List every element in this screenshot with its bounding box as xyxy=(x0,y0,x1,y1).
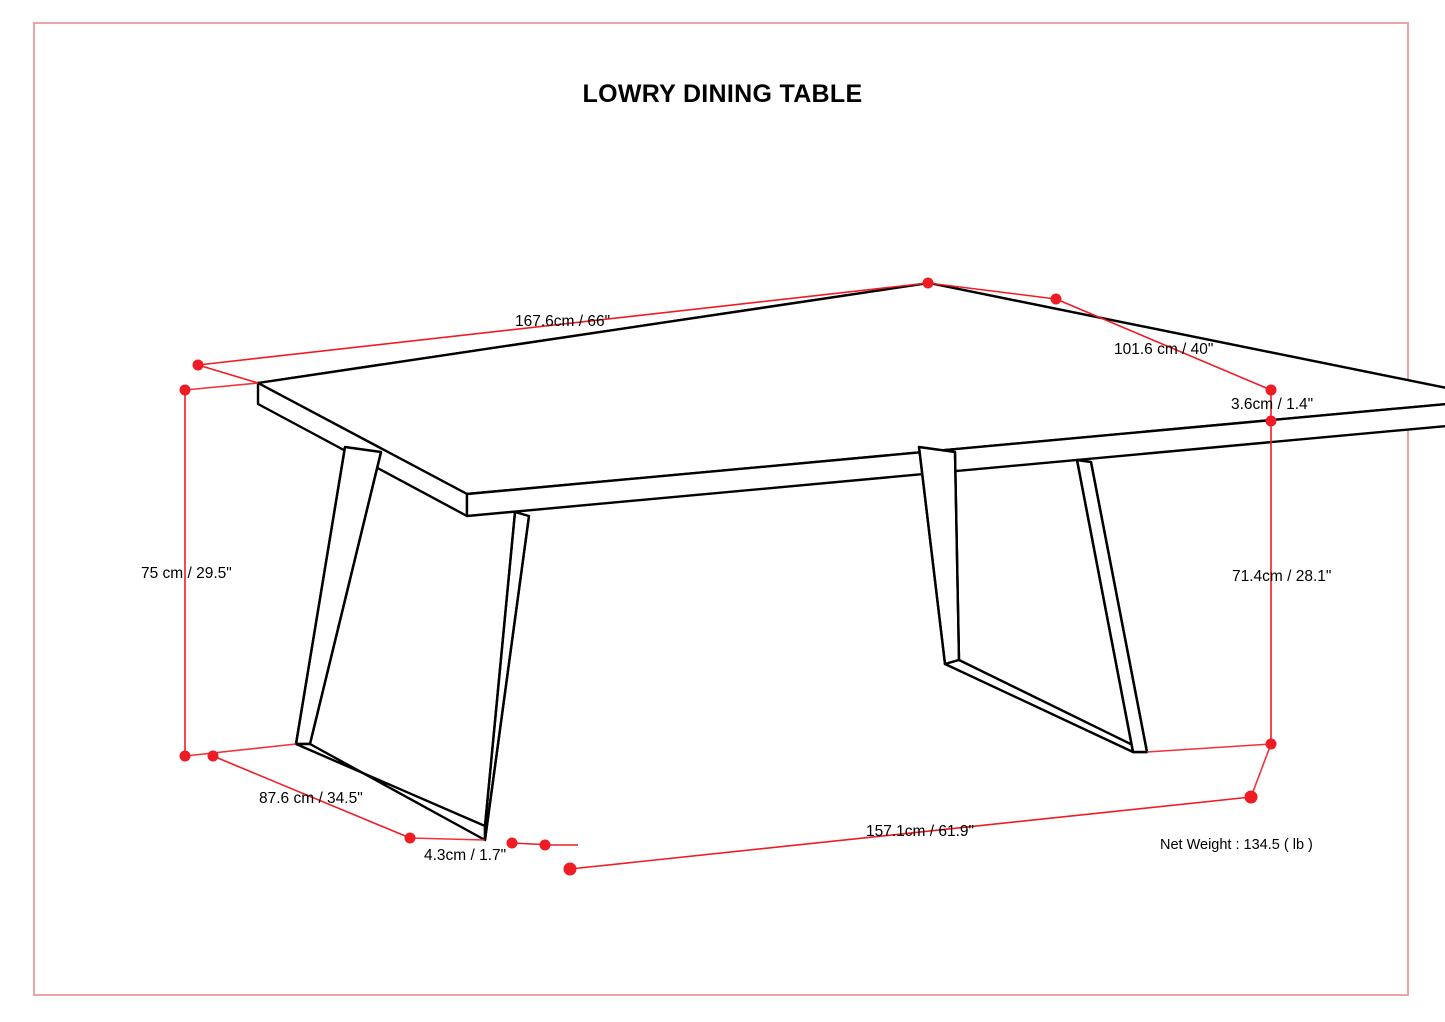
dot-base-depth-left xyxy=(208,751,219,762)
dim-base-depth-ext xyxy=(410,838,485,840)
dim-label-leg-height: 71.4cm / 28.1" xyxy=(1232,568,1332,585)
dim-base-width-ext xyxy=(1251,744,1271,797)
dot-leg-thickness-left xyxy=(507,838,518,849)
dot-thickness-bottom xyxy=(1266,416,1277,427)
net-weight-label: Net Weight : 134.5 ( lb ) xyxy=(1160,837,1313,853)
dot-height-bottom xyxy=(180,751,191,762)
dim-label-base-depth: 87.6 cm / 34.5" xyxy=(259,790,363,807)
dim-height-ext-top xyxy=(185,383,258,390)
dot-top-depth-start xyxy=(1051,294,1062,305)
dot-top-width-left xyxy=(193,360,204,371)
dot-height-top xyxy=(180,385,191,396)
dot-top-depth-end xyxy=(1266,385,1277,396)
dot-base-width-left xyxy=(564,863,577,876)
dim-top-width-ext-left xyxy=(198,365,258,383)
dot-leg-height-bottom xyxy=(1266,739,1277,750)
dot-leg-thickness-right xyxy=(540,840,551,851)
dot-base-width-right xyxy=(1245,791,1258,804)
dim-height-ext-bottom xyxy=(185,744,296,756)
page-title: LOWRY DINING TABLE xyxy=(582,80,863,108)
dot-top-width-right xyxy=(923,278,934,289)
dim-leg-height-ext xyxy=(1147,744,1271,752)
dim-label-top-width: 167.6cm / 66" xyxy=(515,313,611,330)
dim-label-top-depth: 101.6 cm / 40" xyxy=(1114,341,1214,358)
dim-label-overall-height: 75 cm / 29.5" xyxy=(141,565,232,582)
dim-label-base-width: 157.1cm / 61.9" xyxy=(866,823,975,840)
dot-base-depth-right xyxy=(405,833,416,844)
dim-label-top-thickness: 3.6cm / 1.4" xyxy=(1231,396,1314,413)
dim-label-leg-thickness: 4.3cm / 1.7" xyxy=(424,847,507,864)
